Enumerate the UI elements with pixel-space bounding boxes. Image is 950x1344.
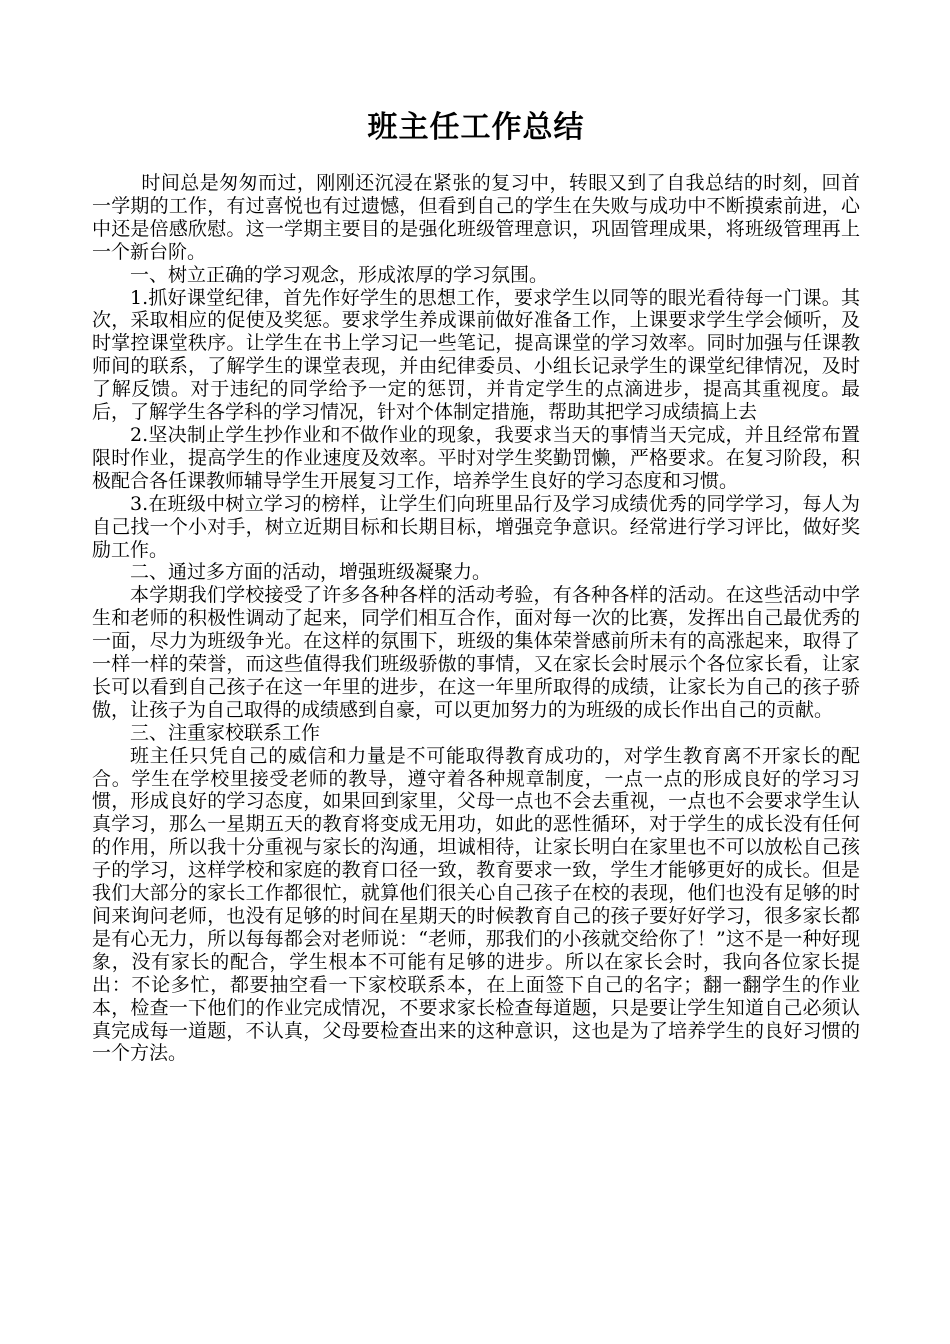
paragraph-1-3: 3.在班级中树立学习的榜样，让学生们向班里品行及学习成绩优秀的同学学习，每人为自己找一个小对手，树立近期目标和长期目标，增强竞争意识。经常进行学习评比，做好奖励工作。 <box>92 492 860 561</box>
paragraph-1-1: 1.抓好课堂纪律，首先作好学生的思想工作，要求学生以同等的眼光看待每一门课。其次，采取相应的促使及奖惩。要求学生养成课前做好准备工作，上课要求学生学会倾听，及时掌控课堂秩序。让学生在书上学习记一些笔记，提高课堂的学习效率。同时加强与任课教师间的联系，了解学生的课堂表现，并由纪律委员、小组长记录学生的课堂纪律情况，及时了解反馈。对于违纪的同学给予一定的惩罚，并肯定学生的点滴进步，提高其重视度。最后，了解学生各学科的学习情况，针对个体制定措施，帮助其把学习成绩搞上去 <box>92 286 860 424</box>
section-heading-3: 三、注重家校联系工作 <box>130 721 321 744</box>
document-page <box>92 104 860 1065</box>
document-body <box>92 172 860 1065</box>
intro-paragraph: 时间总是匆匆而过，刚刚还沉浸在紧张的复习中，转眼又到了自我总结的时刻，回首一学期的工作，有过喜悦也有过遗憾，但看到自己的学生在失败与成功中不断摸索前进，心中还是倍感欣慰。这一学期主要目的是强化班级管理意识，巩固管理成果，将班级管理再上一个新台阶。 <box>92 172 860 263</box>
paragraph-3: 班主任只凭自己的威信和力量是不可能取得教育成功的，对学生教育离不开家长的配合。学生在学校里接受老师的教导，遵守着各种规章制度，一点一点的形成良好的学习习惯，形成良好的学习态度，如果回到家里，父母一点也不会去重视，一点也不会要求学生认真学习，那么一星期五天的教育将变成无用功，如此的恶性循环，对于学生的成长没有任何的作用，所以我十分重视与家长的沟通，坦诚相待，让家长明白在家里也不可以放松自己孩子的学习，这样学校和家庭的教育口径一致，教育要求一致，学生才能够更好的成长。但是我们大部分的家长工作都很忙，就算他们很关心自己孩子在校的表现，他们也没有足够的时间来询问老师，也没有足够的时间在星期天的时候教育自己的孩子要好好学习，很多家长都是有心无力，所以每每都会对老师说：“老师，那我们的小孩就交给你了！”这不是一种好现象，没有家长的配合，学生根本不可能有足够的进步。所以在家长会时，我向各位家长提出：不论多忙，都要抽空看一下家校联系本，在上面签下自己的名字；翻一翻学生的作业本，检查一下他们的作业完成情况，不要求家长检查每道题，只是要让学生知道自己必须认真完成每一道题，不认真，父母要检查出来的这种意识，这也是为了培养学生的良好习惯的一个方法。 <box>92 744 860 1065</box>
paragraph-2: 本学期我们学校接受了许多各种各样的活动考验，有各种各样的活动。在这些活动中学生和老师的积极性调动了起来，同学们相互合作，面对每一次的比赛，发挥出自己最优秀的一面，尽力为班级争光。在这样的氛围下，班级的集体荣誉感前所未有的高涨起来，取得了一样一样的荣誉，而这些值得我们班级骄傲的事情，又在家长会时展示个各位家长看，让家长可以看到自己孩子在这一年里的进步，在这一年里所取得的成绩，让家长为自己的孩子骄傲，让孩子为自己取得的成绩感到自豪，可以更加努力的为班级的成长作出自己的贡献。 <box>92 584 860 721</box>
paragraph-1-2: 2.坚决制止学生抄作业和不做作业的现象，我要求当天的事情当天完成，并且经常布置限时作业，提高学生的作业速度及效率。平时对学生奖勤罚懒，严格要求。在复习阶段，积极配合各任课教师辅导学生开展复习工作，培养学生良好的学习态度和习惯。 <box>92 423 860 492</box>
section-heading-1: 一、树立正确的学习观念，形成浓厚的学习氛围。 <box>130 263 549 286</box>
document-title: 班主任工作总结 <box>367 110 585 145</box>
section-heading-2: 二、通过多方面的活动，增强班级凝聚力。 <box>130 561 492 584</box>
